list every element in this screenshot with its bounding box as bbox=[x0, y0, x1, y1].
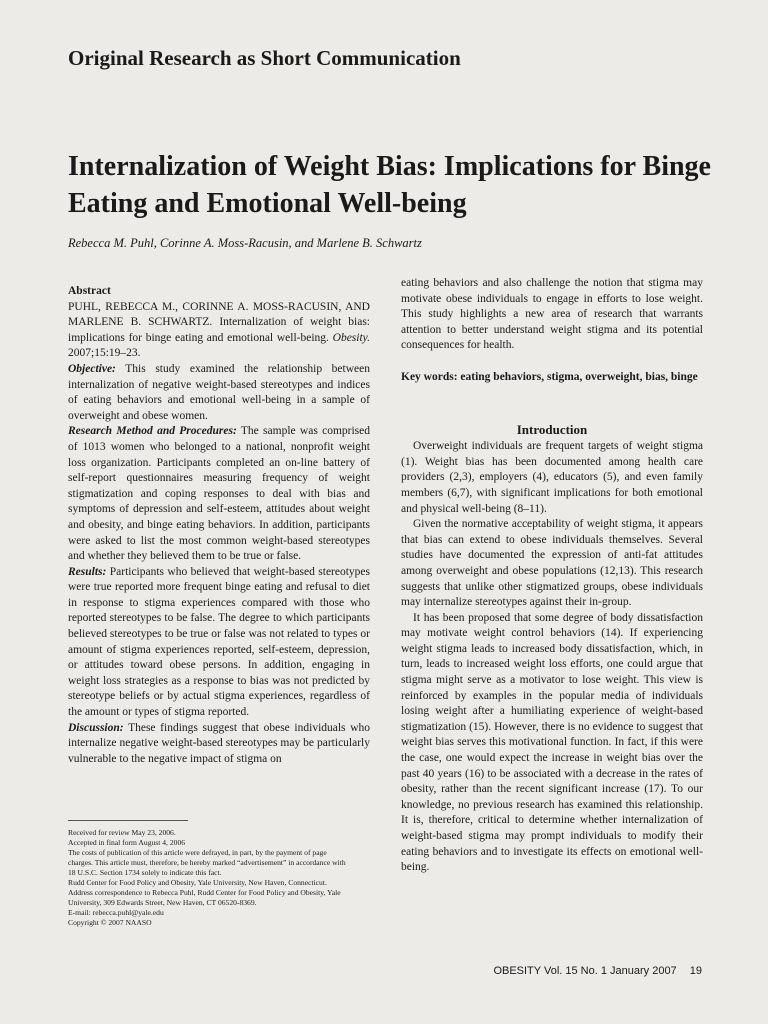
article-title: Internalization of Weight Bias: Implications for Binge Eating and Emotional Well-being bbox=[68, 151, 711, 219]
keywords: Key words: eating behaviors, stigma, overweight, bias, binge bbox=[401, 370, 698, 383]
footnote-line: charges. This article must, therefore, be hereby marked “advertisement” in accordance with bbox=[68, 858, 346, 867]
objective-label: Objective: bbox=[68, 362, 116, 375]
results-label: Results: bbox=[68, 565, 107, 578]
footnote-line: Copyright © 2007 NAASO bbox=[68, 918, 152, 927]
author-list: Rebecca M. Puhl, Corinne A. Moss-Racusin, and Marlene B. Schwartz bbox=[68, 236, 422, 250]
abstract-citation bbox=[68, 300, 370, 362]
right-column bbox=[401, 276, 703, 876]
methods-text: The sample was comprised of 1013 women who belonged to a national, nonprofit weight loss organization. Participants completed an on-line battery of self-report questionnaires measuring frequency of weight stigmatization and coping responses to deal with bias and symptoms of depression and self-esteem, attitudes about weight and obesity, and binge eating behaviors. In addition, participants were asked to list the most common weight-based stereotypes and whether they believed them to be true or false. bbox=[68, 425, 370, 563]
citation-journal: Obesity. bbox=[332, 331, 371, 344]
abstract-discussion bbox=[68, 721, 370, 768]
footnote-line: Rudd Center for Food Policy and Obesity, Yale University, New Haven, Connecticut. bbox=[68, 878, 327, 887]
page-footer bbox=[493, 965, 702, 977]
footnote-line: Received for review May 23, 2006. bbox=[68, 828, 176, 837]
methods-label: Research Method and Procedures: bbox=[68, 425, 237, 438]
results-text: Participants who believed that weight-based stereotypes were true reported more frequent binge eating and refusal to diet in response to stigma experiences compared with those who reported stereotypes to be false. The degree to which participants believed stereotypes to be true or false was not related to types or amount of stigma experiences reported, self-esteem, depression, or attitudes toward obese persons. In addition, engaging in weight loss strategies as a response to bias was not predicted by stereotype beliefs or by actual stigma experiences, regardless of the amount or types of stigma reported. bbox=[68, 565, 371, 719]
footnote-line: The costs of publication of this article were defrayed, in part, by the payment of page bbox=[68, 848, 327, 857]
abstract-results bbox=[68, 565, 370, 721]
section-label: Original Research as Short Communication bbox=[68, 46, 461, 70]
footnote-divider bbox=[68, 820, 188, 821]
footnote-line: Address correspondence to Rebecca Puhl, Rudd Center for Food Policy and Obesity, Yale bbox=[68, 888, 341, 897]
abstract-heading: Abstract bbox=[68, 285, 111, 297]
footnote-line: Accepted in final form August 4, 2006 bbox=[68, 838, 186, 847]
footnote-line: University, 309 Edwards Street, New Haven, CT 06520-8369. bbox=[68, 898, 257, 907]
discussion-text: These findings suggest that obese individuals who internalize negative weight-based stereotypes may be particularly vulnerable to the negative impact of stigma on bbox=[68, 721, 370, 765]
objective-text: This study examined the relationship between internalization of negative weight-based stereotypes and indices of eating behaviors and emotional well-being in a sample of overweight and obese women. bbox=[68, 362, 370, 422]
discussion-continued: eating behaviors and also challenge the notion that stigma may motivate obese individuals to engage in efforts to lose weight. This study highlights a new area of research that warrants attention to better understand weight stigma and its potential consequences for health. bbox=[401, 277, 703, 352]
abstract-column bbox=[68, 284, 370, 767]
intro-paragraph: Overweight individuals are frequent targets of weight stigma (1). Weight bias has been documented among health care providers (2,3), employers (4), educators (5), and even family members (6,7), with significant implications for both emotional and physical well-being (8–11). bbox=[401, 440, 703, 515]
footnote-line: E-mail: rebecca.puhl@yale.edu bbox=[68, 908, 164, 917]
journal-info: OBESITY Vol. 15 No. 1 January 2007 bbox=[493, 965, 677, 977]
intro-paragraph: It has been proposed that some degree of body dissatisfaction may motivate weight control behaviors (14). If experiencing weight stigma leads to increased body dissatisfaction, which, in turn, leads to increased weight loss efforts, one could argue that stigma might serve as a motivator to lose weight. This view is reinforced by examples in the popular media of individuals losing weight after a humiliating experience of weight-based stigmatization (15). However, there is no evidence to suggest that weight bias serves this motivational function. In fact, if this were the case, one would expect the increase in weight bias over the past 40 years (16) to be associated with a decrease in the rates of obesity, rather than the recent significant increase (17). To our knowledge, no previous research has examined this relationship. It is, therefore, critical to determine whether internalization of weight-based stigma may prompt individuals to modify their eating behaviors and to investigate its effects on emotional well-being. bbox=[401, 611, 703, 874]
discussion-label: Discussion: bbox=[68, 721, 124, 734]
introduction-heading: Introduction bbox=[516, 421, 588, 437]
intro-paragraph: Given the normative acceptability of weight stigma, it appears that bias can extend to obese individuals themselves. Several studies have documented the expression of anti-fat attitudes among overweight and obese populations (12,13). This research suggests that unlike other stigmatized groups, obese individuals may internalize stereotypes against their in-group. bbox=[401, 518, 703, 609]
page-number: 19 bbox=[689, 965, 702, 977]
footnote-line: 18 U.S.C. Section 1734 solely to indicate this fact. bbox=[68, 868, 222, 877]
abstract-methods bbox=[68, 424, 370, 564]
footnotes bbox=[68, 828, 372, 928]
abstract-objective bbox=[68, 362, 370, 424]
citation-authors-title: PUHL, REBECCA M., CORINNE A. MOSS-RACUSIN, AND MARLENE B. SCHWARTZ. Internalization of weight bias: implications for binge eating and emotional well-being. bbox=[68, 300, 370, 344]
citation-volume: 2007;15:19–23. bbox=[68, 347, 141, 360]
